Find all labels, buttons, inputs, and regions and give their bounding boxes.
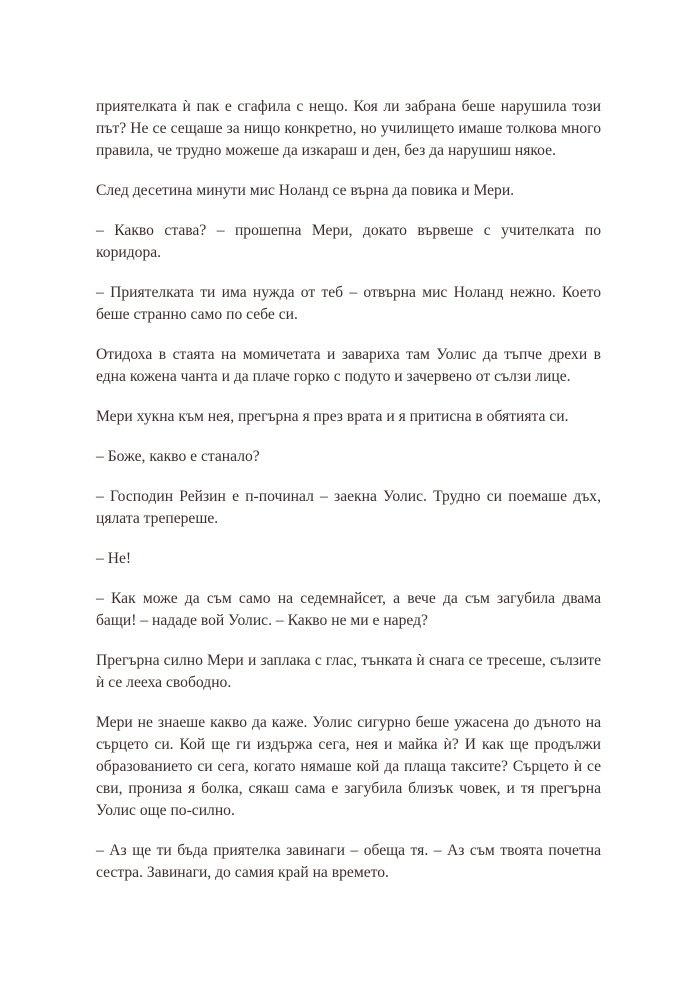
paragraph: – Какво става? – прошепна Мери, докато вървеше с учителката по коридора. [96,222,601,261]
document-body [96,96,601,902]
paragraph: – Приятелката ти има нужда от теб – отвърна мис Ноланд нежно. Което беше странно само по себе си. [96,284,601,323]
paragraph: – Не! [96,550,132,567]
paragraph: Прегърна силно Мери и заплака с глас, тънката ѝ снага се тресеше, сълзите ѝ се лееха свободно. [96,652,601,691]
paragraph: Мери не знаеше какво да каже. Уолис сигурно беше ужасена до дъното на сърцето си. Кой ще ги издържа сега, нея и майка ѝ? И как ще продължи образованието си сега, когато нямаше кой да плаща таксите? Сърцето ѝ се сви, прониза я болка, сякаш сама е загубила близък човек, и тя прегърна Уолис още по-силно. [96,714,601,819]
paragraph: – Как може да съм само на седемнайсет, а вече да съм загубила двама бащи! – нададе вой Уолис. – Какво не ми е наред? [96,590,601,629]
paragraph: Мери хукна към нея, прегърна я през врата и я притисна в обятията си. [96,408,569,425]
paragraph: приятелката ѝ пак е сгафила с нещо. Коя ли забрана беше нарушила този път? Не се сещаше за нищо конкретно, но училището имаше толкова много правила, че трудно можеше да изкараш и ден, без да нарушиш някое. [96,98,601,159]
paragraph: – Аз ще ти бъда приятелка завинаги – обеща тя. – Аз съм твоята почетна сестра. Завинаги, до самия край на времето. [96,842,601,881]
paragraph: – Господин Рейзин е п-починал – заекна Уолис. Трудно си поемаше дъх, цялата трепереше. [96,488,601,527]
paragraph: Отидоха в стаята на момичетата и завариха там Уолис да тъпче дрехи в една кожена чанта и да плаче горко с подуто и зачервено от сълзи лице. [96,346,601,385]
paragraph: След десетина минути мис Ноланд се върна да повика и Мери. [96,182,515,199]
paragraph: – Боже, какво е станало? [96,448,260,465]
